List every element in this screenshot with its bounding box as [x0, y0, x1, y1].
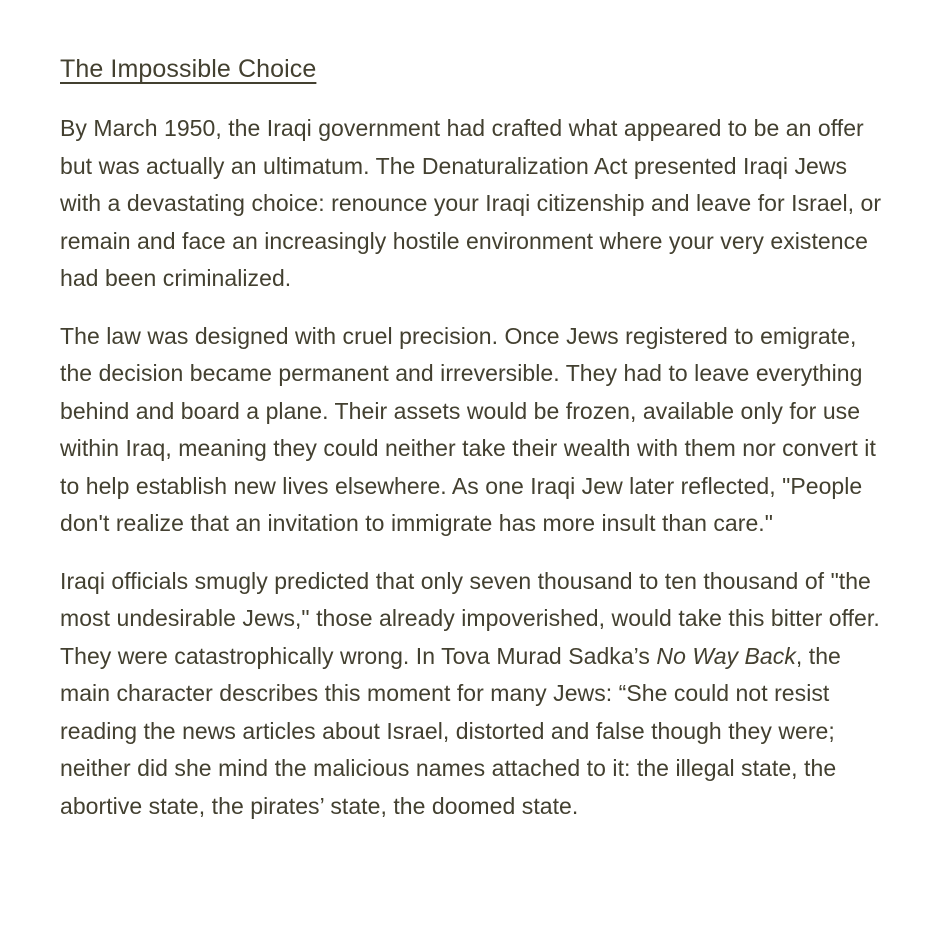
paragraph — [60, 318, 883, 543]
text-run: By March 1950, the Iraqi government had crafted what appeared to be an offer but was actually an ultimatum. The Denaturalization Act presented Iraqi Jews with a devastating choice: renounce your Iraqi citizenship and leave for Israel, or remain and face an increasingly hostile environment where your very existence had been criminalized. — [60, 115, 882, 291]
italic-text-run: No Way Back — [656, 642, 796, 669]
document-body — [60, 110, 883, 825]
paragraph — [60, 110, 883, 298]
text-run: , the main character describes this moment for many Jews: “She could not resist reading the news articles about Israel, distorted and false though they were; neither did she mind the malicious names attached to it: the illegal state, the abortive state, the pirates’ state, the doomed state. — [60, 642, 841, 819]
paragraph — [60, 563, 883, 826]
text-run: Iraqi officials smugly predicted that only seven thousand to ten thousand of "the most undesirable Jews," those already impoverished, would take this bitter offer. They were catastrophically wrong. In Tova Murad Sadka’s — [60, 567, 880, 669]
text-run: The law was designed with cruel precision. Once Jews registered to emigrate, the decision became permanent and irreversible. They had to leave everything behind and board a plane. Their assets would be frozen, available only for use within Iraq, meaning they could neither take their wealth with them nor convert it to help establish new lives elsewhere. As one Iraqi Jew later reflected, "People don't realize that an invitation to immigrate has more insult than care." — [60, 322, 876, 536]
document-title: The Impossible Choice — [60, 55, 317, 83]
